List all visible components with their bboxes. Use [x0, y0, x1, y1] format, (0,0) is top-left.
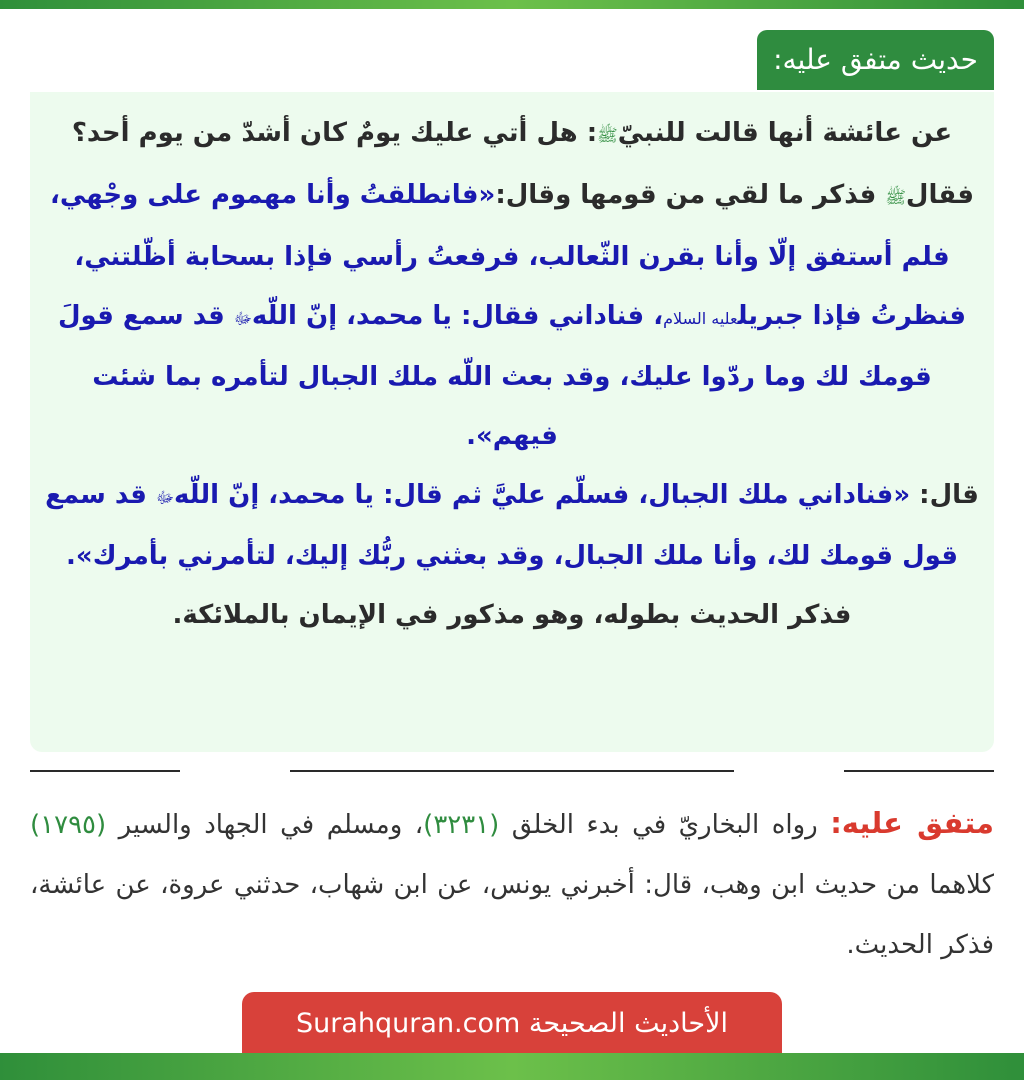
source-text-a: رواه البخاريّ في بدء الخلق: [499, 810, 831, 840]
prophet-honorific-2: ﷺ: [885, 188, 906, 208]
hadith-quote-1b: ، فناداني فقال: يا محمد، إنّ اللّه: [251, 301, 664, 331]
top-green-bar: [0, 0, 1024, 9]
source-reference: [30, 793, 994, 975]
allah-honorific-2: ﷻ: [155, 488, 175, 507]
allah-honorific-1: ﷻ: [233, 309, 252, 328]
bottom-green-bar: [0, 1053, 1024, 1080]
source-label: متفق عليه:: [830, 806, 994, 840]
footer-site-badge: الأحاديث الصحيحة Surahquran.com: [242, 992, 782, 1054]
jibril-honorific: عليه السلام: [663, 309, 738, 328]
source-text-b: ، ومسلم في الجهاد والسير: [106, 810, 424, 840]
hadith-ending: فذكر الحديث بطوله، وهو مذكور في الإيمان بالملائكة.: [172, 600, 852, 630]
source-text-c: كلاهما من حديث ابن وهب، قال: أخبرني يونس، عن ابن شهاب، حدثني عروة، عن عائشة، فذكر الحديث.: [30, 870, 994, 960]
hadith-text: [44, 104, 980, 645]
bukhari-number: (٣٢٣١): [423, 810, 500, 840]
hadith-quote-1a: «فانطلقتُ وأنا مهموم على وجْهي، فلم أستفق إلّا وأنا بقرن الثّعالب، فرفعتُ رأسي فإذا بسحابة أظّلتني، فنظرتُ فإذا جبريل: [50, 180, 966, 331]
hadith-quote-1c: قد سمع قولَ قومك لك وما ردّوا عليك، وقد بعث اللّه ملك الجبال لتأمره بما شئت فيهم».: [58, 301, 932, 451]
hadith-quote-2a: «فناداني ملك الجبال، فسلّم عليَّ ثم قال: يا محمد، إنّ اللّه: [174, 480, 911, 510]
hadith-qal: قال:: [910, 480, 979, 510]
divider-line: [30, 770, 994, 772]
hadith-quote-2b: قد سمع قول قومك لك، وأنا ملك الجبال، وقد بعثني ربُّك إليك، لتأمرني بأمرك».: [45, 480, 958, 571]
hadith-intro-c: فذكر ما لقي من قومها وقال:: [495, 180, 886, 210]
muslim-number: (١٧٩٥): [30, 810, 107, 840]
hadith-intro-b: : هل أتي عليك يومٌ كان أشدّ من يوم أحد؟ فقال: [71, 118, 974, 210]
prophet-honorific-1: ﷺ: [597, 126, 618, 146]
hadith-category-tag: حديث متفق عليه:: [757, 30, 994, 90]
hadith-box: [30, 92, 994, 752]
hadith-intro-a: عن عائشة أنها قالت للنبيّ: [617, 118, 953, 148]
